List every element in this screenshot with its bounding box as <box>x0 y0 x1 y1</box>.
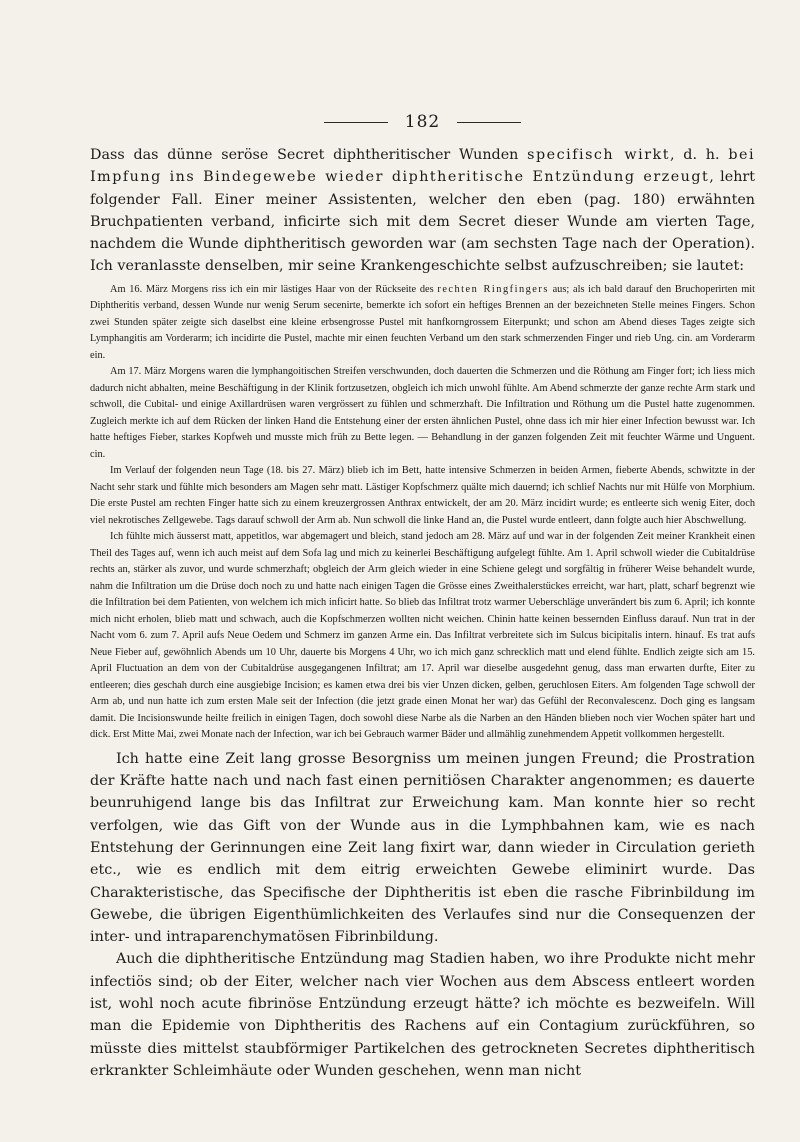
paragraph-text: Dass das dünne seröse Secret diphtheritischer Wunden <box>90 147 528 163</box>
paragraph-text: aus; als ich bald darauf den Bruchoperirten mit Diphtheritis verband, dessen Wunde nur wenig Serum secenirte, bemerkte ich sofort ein heftiges Brennen an der bezeichneten Stelle meines Fingers. Schon zwei Stunden später zeigte sich daselbst eine kleine erbsengrosse Pustel mit hanfkorngrossem Eiterpunkt; und schon am Abend dieses Tages zeigte sich Lymphangitis am Vorderarm; ich incidirte die Pustel, machte mir einen feuchten Verband um den stark schmerzenden Finger und rieb Ung. cin. am Vorderarm ein. <box>90 283 755 361</box>
body-text <box>90 144 755 1082</box>
case-report-paragraph <box>90 364 755 463</box>
paragraph-text: Im Verlauf der folgenden neun Tage (18. bis 27. März) blieb ich im Bett, hatte intensive Schmerzen in beiden Armen, fieberte Abends, schwitzte in der Nacht sehr stark und fühlte mich besonders am Magen sehr matt. Lästiger Kopfschmerz quälte mich dauernd; ich schlief Nachts nur mit Hülfe von Morphium. Die erste Pustel am rechten Finger hatte sich zu einem kreuzergrossen Anthrax entwickelt, der am 20. März incidirt wurde; es entleerte sich wenig Eiter, doch viel nekrotisches Zellgewebe. Tags darauf schwoll der Arm ab. Nun schwoll die linke Hand an, die Pustel wurde entleert, dann folgte auch hier Abschwellung. <box>90 465 755 526</box>
emphasized-text: bei Impfung ins Bindegewebe wieder diphtheritische Entzündung erzeugt <box>90 147 756 186</box>
paragraph-text: Auch die diphtheritische Entzündung mag Stadien haben, wo ihre Produkte nicht mehr infectiös sind; ob der Eiter, welcher nach vier Wochen aus dem Abscess entleert worden ist, wohl noch acute fibrinöse Entzündung erzeugt hätte? ich möchte es bezweifeln. Will man die Epidemie von Diphtheritis des Rachens auf ein Contagium zurückführen, so müsste dies mittelst staubförmiger Partikelchen des getrockneten Secretes diphtheritisch erkrankter Schleimhäute oder Wunden geschehen, wenn man nicht <box>90 951 755 1079</box>
body-paragraph <box>90 948 755 1082</box>
paragraph-text: Ich hatte eine Zeit lang grosse Besorgniss um meinen jungen Freund; die Prostration der Kräfte hatte nach und nach fast einen pernitiösen Charakter angenommen; es dauerte beunruhigend lange bis das Infiltrat zur Erweichung kam. Man konnte hier so recht verfolgen, wie das Gift von der Wunde aus in die Lymphbahnen kam, wie es nach Entstehung der Gerinnungen eine Zeit lang fixirt war, dann wieder in Circulation gerieth etc., wie es endlich mit dem eitrig erweichten Gewebe eliminirt wurde. Das Charakteristische, das Specifische der Diphtheritis ist eben die rasche Fibrinbildung im Gewebe, die übrigen Eigenthümlichkeiten des Verlaufes sind nur die Consequenzen der inter- und intraparenchymatösen Fibrinbildung. <box>90 750 755 946</box>
paragraph-text: , d. h. <box>669 147 729 163</box>
case-report-paragraph <box>90 463 755 529</box>
book-page <box>90 112 755 1082</box>
case-report-paragraph <box>90 529 755 744</box>
page-number: 182 <box>404 112 441 132</box>
paragraph-text: , lehrt folgender Fall. Einer meiner Assistenten, welcher den eben (pag. 180) erwähnten Bruchpatienten verband, inficirte sich mit dem Secret dieser Wunde am vierten Tage, nachdem die Wunde diphtheritisch geworden war (am sechsten Tage nach der Operation). Ich veranlasste denselben, mir seine Krankengeschichte selbst aufzuschreiben; sie lautet: <box>90 169 755 275</box>
paragraph-text: Am 17. März Morgens waren die lymphangoitischen Streifen verschwunden, doch dauerten die Schmerzen und die Röthung am Finger fort; ich liess mich dadurch nicht abhalten, meine Beschäftigung in der Klinik fortzusetzen, obgleich ich mich unwohl fühlte. Am Abend schmerzte der ganze rechte Arm stark und schwoll, die Cubital- und einige Axillardrüsen waren vergrössert zu fühlen und schmerzhaft. Die Infiltration und Röthung um die Pustel hatte zugenommen. Zugleich merkte ich auf dem Rücken der linken Hand die Entstehung einer der ersten ähnlichen Pustel, ohne dass ich mir hier einer Infection bewusst war. Ich hatte heftiges Fieber, starkes Kopfweh und musste mich früh zu Bette legen. — Behandlung in der ganzen folgenden Zeit mit feuchter Wärme und Unguent. cin. <box>90 366 755 460</box>
page-header <box>90 112 755 132</box>
body-paragraph <box>90 748 755 949</box>
emphasized-text: rechten Ringfingers <box>437 283 549 295</box>
emphasized-text: specifisch wirkt <box>527 147 670 163</box>
header-rule-right <box>457 122 521 123</box>
case-report-paragraph <box>90 282 755 365</box>
paragraph-text: Am 16. März Morgens riss ich ein mir lästiges Haar von der Rückseite des <box>110 283 438 295</box>
body-paragraph <box>90 144 755 278</box>
header-rule-left <box>324 122 388 123</box>
paragraph-text: Ich fühlte mich äusserst matt, appetitlos, war abgemagert und bleich, stand jedoch am 28. März auf und war in der folgenden Zeit meiner Krankheit einen Theil des Tages auf, wenn ich auch meist auf dem Sofa lag und mich zu keinerlei Beschäftigung aufgelegt fühlte. Am 1. April schwoll wieder die Cubitaldrüse rechts an, stärker als zuvor, und wurde schmerzhaft; obgleich der Arm gleich wieder in eine Schiene gelegt und sorgfältig in früherer Weise behandelt wurde, nahm die Infiltration um die Drüse doch noch zu und hatte nach einigen Tagen die Grösse eines Zweithalerstückes erreicht, war hart, platt, scharf begrenzt wie die Infiltration bei dem Patienten, von welchem ich mich inficirt hatte. So blieb das Infiltrat trotz warmer Ueberschläge unverändert bis zum 6. April; ich konnte mich nicht erholen, blieb matt und schwach, auch die Kopfschmerzen wollten nicht weichen. Chinin hatte keinen bessernden Einfluss darauf. Nun trat in der Nacht vom 6. zum 7. April aufs Neue Oedem und Schmerz im ganzen Arme ein. Das Infiltrat verbreitete sich im Sulcus bicipitalis intern. hinauf. Es trat aufs Neue Fieber auf, gewöhnlich Abends um 10 Uhr, dauerte bis Morgens 4 Uhr, wo ich mich ganz schrecklich matt und elend fühlte. Endlich zeigte sich am 15. April Fluctuation an dem von der Cubitaldrüse ausgegangenen Infiltrat; am 17. April war dieselbe ausgedehnt genug, dass man erwarten durfte, Eiter zu entleeren; dies geschah durch eine ausgiebige Incision; es kamen etwa drei bis vier Unzen dicken, gelben, geruchlosen Eiters. Am folgenden Tage schwoll der Arm ab, und nun hatte ich zum ersten Male seit der Infection (die jetzt grade einen Monat her war) das Gefühl der Reconvalescenz. Doch ging es langsam damit. Die Incisionswunde heilte freilich in einigen Tagen, doch sowohl diese Narbe als die Narben an den Händen blieben noch vier Wochen später hart und dick. Erst Mitte Mai, zwei Monate nach der Infection, war ich bei Gebrauch warmer Bäder und allmählig zunehmendem Appetit vollkommen hergestellt. <box>90 531 755 741</box>
